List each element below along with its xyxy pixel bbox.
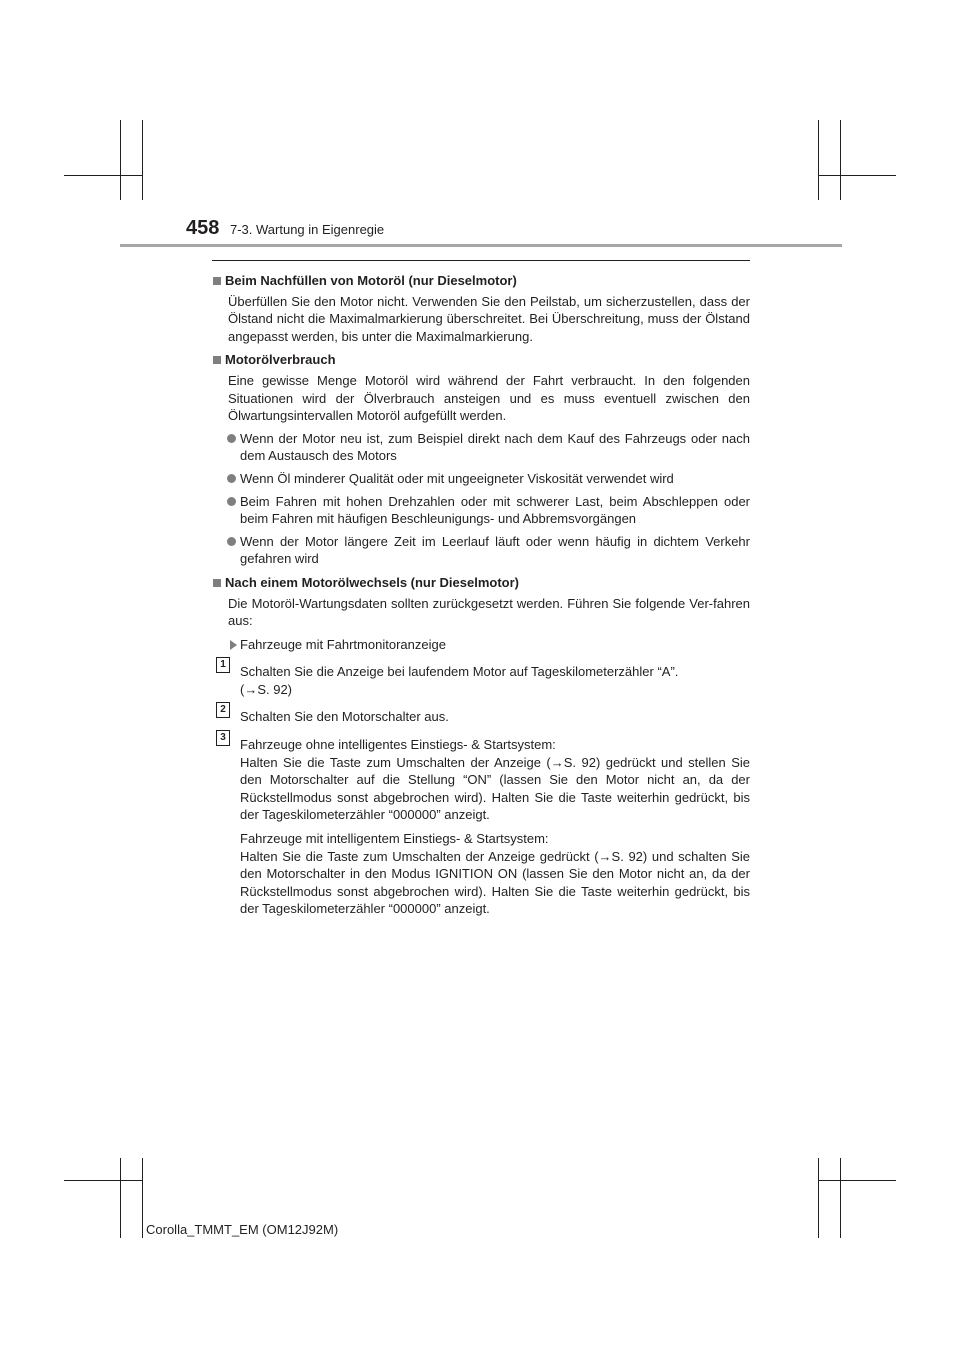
crop-mark	[818, 1158, 819, 1238]
crop-mark	[818, 1180, 896, 1181]
paragraph: Eine gewisse Menge Motoröl wird während der Fahrt verbraucht. In den folgenden Situationen wird der Ölverbrauch ansteigen und es muss eventuell zwischen den Ölwartungsintervallen Motoröl aufgefüllt werden.	[228, 372, 750, 424]
paragraph: Die Motoröl-Wartungsdaten sollten zurückgesetzt werden. Führen Sie folgende Ver-fahren aus:	[228, 595, 750, 629]
footer-text: Corolla_TMMT_EM (OM12J92M)	[146, 1222, 339, 1237]
circle-bullet-icon	[227, 434, 236, 443]
list-item: Wenn der Motor neu ist, zum Beispiel direkt nach dem Kauf des Fahrzeugs oder nach dem Austausch des Motors	[212, 430, 750, 465]
step-3: 3 Fahrzeuge ohne intelligentes Einstiegs- & Startsystem: Halten Sie die Taste zum Umschalten der Anzeige (→S. 92) gedrückt und stellen Sie den Motorschalter auf die Stellung “ON” (lassen Sie den Motor nicht an, da der Rückstellmodus sonst abgebrochen wird). Halten Sie die Taste weiterhin gedrückt, bis der Tageskilometerzähler “000000” anzeigt.	[212, 736, 750, 824]
crop-mark	[120, 120, 121, 200]
list-item: Beim Fahren mit hohen Drehzahlen oder mit schwerer Last, beim Abschleppen oder beim Fahren mit häufigen Beschleunigungs- und Abbremsvorgängen	[212, 493, 750, 528]
content-rule	[212, 260, 750, 261]
page-number: 458	[186, 217, 220, 239]
crop-mark	[818, 175, 896, 176]
crop-mark	[120, 1158, 121, 1238]
section-heading: Beim Nachfüllen von Motoröl (nur Dieselmotor)	[212, 272, 750, 290]
crop-mark	[142, 120, 143, 200]
step-number-badge: 3	[216, 730, 230, 746]
vehicle-type-item: Fahrzeuge mit Fahrtmonitoranzeige	[212, 636, 750, 654]
triangle-arrow-icon	[230, 640, 237, 650]
section-heading: Nach einem Motorölwechsels (nur Dieselmotor)	[212, 574, 750, 592]
crop-mark	[64, 1180, 142, 1181]
step-2: 2 Schalten Sie den Motorschalter aus.	[212, 708, 750, 726]
circle-bullet-icon	[227, 537, 236, 546]
header-rule	[120, 244, 842, 247]
section-heading: Motorölverbrauch	[212, 351, 750, 369]
paragraph: Überfüllen Sie den Motor nicht. Verwenden Sie den Peilstab, um sicherzustellen, dass der Ölstand nicht die Maximalmarkierung überschreitet. Bei Überschreitung, muss der Ölstand angepasst werden, bis unter die Maximalmarkierung.	[228, 293, 750, 344]
crop-mark	[818, 120, 819, 200]
list-item: Wenn Öl minderer Qualität oder mit ungeeigneter Viskosität verwendet wird	[212, 470, 750, 488]
list-item: Wenn der Motor längere Zeit im Leerlauf läuft oder wenn häufig in dichtem Verkehr gefahren wird	[212, 533, 750, 568]
square-bullet-icon	[213, 579, 221, 587]
circle-bullet-icon	[227, 474, 236, 483]
crop-mark	[840, 120, 841, 200]
crop-mark	[64, 175, 142, 176]
step-number-badge: 1	[216, 657, 230, 673]
section-title: 7-3. Wartung in Eigenregie	[230, 222, 385, 237]
square-bullet-icon	[213, 356, 221, 364]
page-content	[212, 266, 750, 918]
step-1: 1 Schalten Sie die Anzeige bei laufendem Motor auf Tageskilometerzähler “A”. (→S. 92)	[212, 663, 750, 698]
crop-mark	[840, 1158, 841, 1238]
step-3-alternative: Fahrzeuge mit intelligentem Einstiegs- & Startsystem: Halten Sie die Taste zum Umschalten der Anzeige gedrückt (→S. 92) und schalten Sie den Motorschalter in den Modus IGNITION ON (lassen Sie den Motor nicht an, da der Rückstellmodus sonst abgebrochen wird). Halten Sie die Taste weiterhin gedrückt, bis der Tageskilometerzähler “000000” anzeigt.	[240, 831, 750, 917]
crop-mark	[142, 1158, 143, 1238]
square-bullet-icon	[213, 277, 221, 285]
step-number-badge: 2	[216, 702, 230, 718]
circle-bullet-icon	[227, 497, 236, 506]
